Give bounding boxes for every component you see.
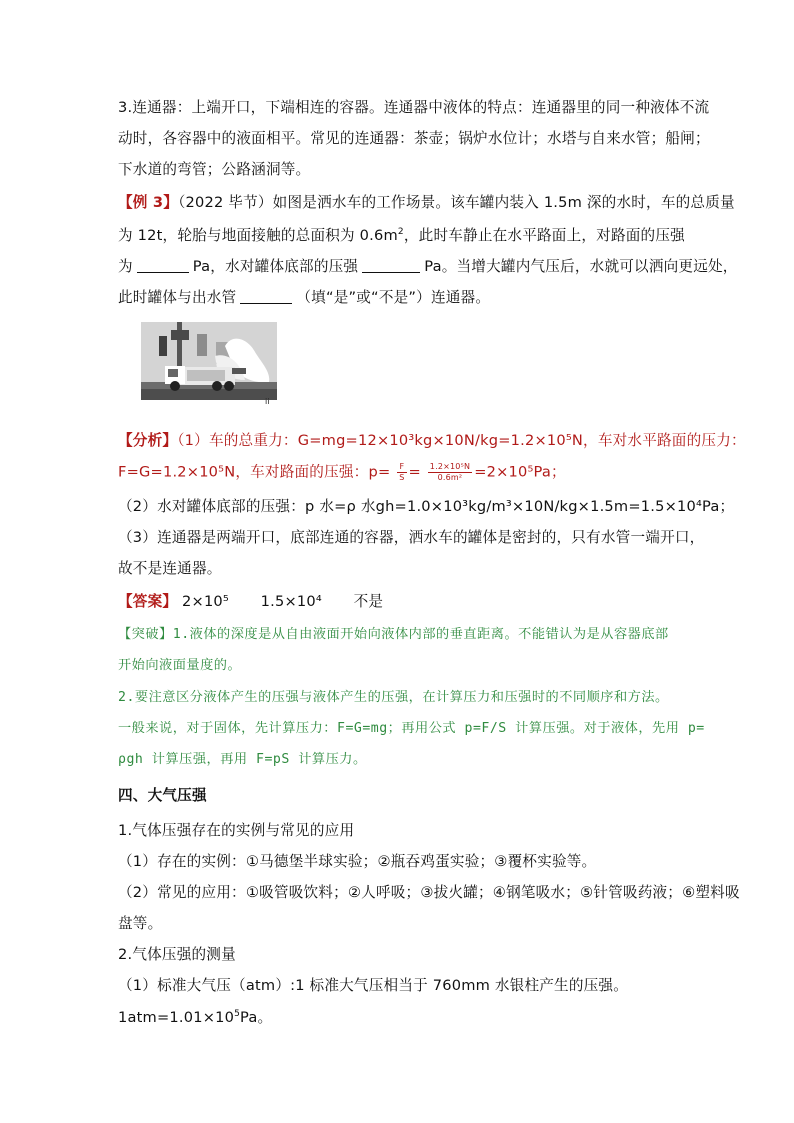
breakthrough-line-5: ρgh 计算压强，再用 F=pS 计算压力。 xyxy=(118,752,367,767)
answer-blank-3[interactable] xyxy=(240,289,292,304)
analysis-line-2 xyxy=(118,462,566,483)
example-line-2 xyxy=(118,226,685,246)
answer-blank-1[interactable] xyxy=(137,258,189,273)
breakthrough-line-1-text: 1.液体的深度是从自由液面开始向液体内部的垂直距离。不能错认为是从容器底部 xyxy=(172,627,669,642)
image-caption-mark: ii xyxy=(265,397,270,406)
analysis-line-1-text: （1）车的总重力：G=mg=12×10³kg×10N/kg=1.2×10⁵N，车对水平路面的压力： xyxy=(177,432,746,449)
answer-value-3: 不是 xyxy=(353,593,384,610)
answer-value-2: 1.5×10⁴ xyxy=(260,593,322,610)
example-line-2-sup: 2 xyxy=(397,227,404,237)
answer-value-1: 2×10⁵ xyxy=(182,593,229,610)
example-label: 【例 3】 xyxy=(118,194,179,211)
atmosphere-item-4a: 1atm=1.01×10 xyxy=(118,1009,235,1026)
example-line-3b: Pa，水对罐体底部的压强 xyxy=(192,258,359,275)
breakthrough-line-3: 2.要注意区分液体产生的压强与液体产生的压强，在计算压力和压强时的不同顺序和方法。 xyxy=(118,690,669,705)
atmosphere-item-4b: Pa。 xyxy=(240,1009,273,1026)
analysis-label: 【分析】 xyxy=(118,432,178,449)
analysis-line-2b: =2×10⁵Pa； xyxy=(474,463,566,481)
atmosphere-item-2b: 盘等。 xyxy=(118,915,163,932)
connector-line-2: 动时，各容器中的液面相平。常见的连通器：茶壶；锅炉水位计；水塔与自来水管；船闸； xyxy=(118,130,710,147)
breakthrough-line-1 xyxy=(118,625,669,645)
breakthrough-line-2: 开始向液面量度的。 xyxy=(118,658,242,673)
fraction-2-denominator: 0.6m² xyxy=(437,473,463,482)
example-line-3a: 为 xyxy=(118,258,133,275)
example-line-4 xyxy=(118,288,490,308)
breakthrough-label: 【突破】 xyxy=(118,627,173,642)
example-line-4a: 此时罐体与出水管 xyxy=(118,289,237,306)
analysis-equals: = xyxy=(408,463,421,481)
example-line-1 xyxy=(118,193,735,213)
sprinkler-truck-image xyxy=(141,322,277,400)
atmosphere-subheading-2: 2.气体压强的测量 xyxy=(118,946,236,963)
pressure-fraction-2 xyxy=(428,462,472,483)
answer-blank-2[interactable] xyxy=(362,258,420,273)
answer-label: 【答案】 xyxy=(118,593,178,610)
breakthrough-line-4: 一般来说，对于固体，先计算压力：F=G=mg；再用公式 p=F/S 计算压强。对于液体，先用 p= xyxy=(118,721,705,736)
example-line-2a: 为 12t，轮胎与地面接触的总面积为 0.6m xyxy=(118,227,398,244)
analysis-line-4: （3）连通器是两端开口，底部连通的容器，洒水车的罐体是密封的，只有水管一端开口， xyxy=(118,529,705,546)
analysis-line-3: （2）水对罐体底部的压强：p 水=ρ 水gh=1.0×10³kg/m³×10N/kg×1.5m=1.5×10⁴Pa； xyxy=(118,498,735,515)
atmosphere-subheading-1: 1.气体压强存在的实例与常见的应用 xyxy=(118,822,355,839)
section-heading-atmosphere: 四、大气压强 xyxy=(118,787,207,804)
fraction-2-numerator: 1.2×10⁵N xyxy=(429,462,471,471)
analysis-line-1 xyxy=(118,431,746,451)
atmosphere-item-2: （2）常见的应用：①吸管吸饮料；②人呼吸；③拔火罐；④钢笔吸水；⑤针管吸药液；⑥塑料吸 xyxy=(118,884,740,901)
atmosphere-item-1: （1）存在的实例：①马德堡半球实验；②瓶吞鸡蛋实验；③覆杯实验等。 xyxy=(118,853,597,870)
fraction-1-numerator: F xyxy=(397,462,406,473)
example-line-4b: （填“是”或“不是”）连通器。 xyxy=(296,289,491,306)
connector-line-3: 下水道的弯管；公路涵洞等。 xyxy=(118,161,311,178)
atmosphere-item-3: （1）标准大气压（atm）:1 标准大气压相当于 760mm 水银柱产生的压强。 xyxy=(118,977,629,994)
analysis-line-5: 故不是连通器。 xyxy=(118,560,222,577)
atmosphere-item-4-sup: 5 xyxy=(234,1009,241,1019)
analysis-line-2a: F=G=1.2×10⁵N，车对路面的压强：p= xyxy=(118,463,391,481)
example-line-2b: ，此时车静止在水平路面上，对路面的压强 xyxy=(403,227,685,244)
fraction-1-denominator: S xyxy=(399,473,405,482)
sprinkler-truck-illustration xyxy=(141,322,277,400)
example-line-3c: Pa。当增大罐内气压后，水就可以洒向更远处， xyxy=(424,258,738,275)
example-line-3 xyxy=(118,257,738,277)
connector-line-1: 3.连通器：上端开口，下端相连的容器。连通器中液体的特点：连通器里的同一种液体不流 xyxy=(118,99,710,116)
atmosphere-item-4 xyxy=(118,1008,272,1028)
pressure-fraction-1 xyxy=(397,462,406,483)
answer-line xyxy=(118,592,383,612)
example-line-1-rest: （2022 毕节）如图是洒水车的工作场景。该车罐内装入 1.5m 深的水时，车的总质量 xyxy=(178,194,735,211)
